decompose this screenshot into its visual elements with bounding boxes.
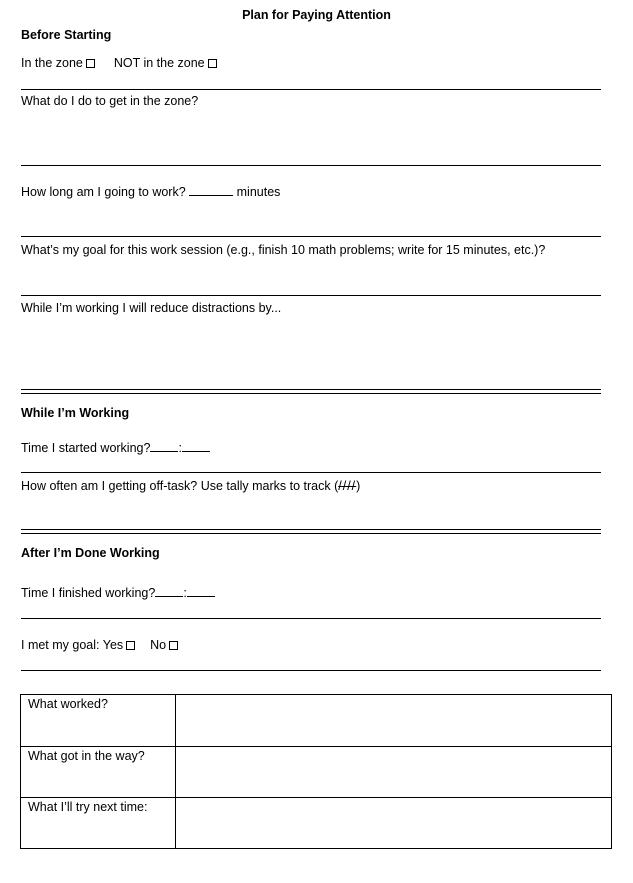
question-off-task: How often am I getting off-task? Use tally marks to track ( [21, 479, 339, 493]
no-checkbox[interactable] [169, 641, 178, 650]
divider [21, 165, 601, 166]
divider [21, 670, 601, 671]
tally-example: //// [338, 479, 357, 493]
section-divider [21, 529, 601, 534]
question-goal: What’s my goal for this work session (e.g., finish 10 math problems; write for 15 minutes, etc.)? [21, 243, 546, 257]
start-minute-blank[interactable] [182, 440, 210, 452]
divider [21, 89, 601, 90]
page-title: Plan for Paying Attention [242, 8, 391, 22]
off-task-row [21, 479, 360, 493]
question-distractions: While I’m working I will reduce distractions by... [21, 301, 282, 315]
yes-label: Yes [102, 638, 124, 652]
question-time-finished: Time I finished working? [21, 586, 156, 600]
section-heading-after: After I’m Done Working [21, 546, 160, 560]
question-get-in-zone: What do I do to get in the zone? [21, 94, 199, 108]
reflection-question: What worked? [21, 695, 176, 747]
divider [21, 295, 601, 296]
met-goal-row [21, 638, 178, 652]
in-zone-checkbox[interactable] [86, 59, 95, 68]
section-heading-while: While I’m Working [21, 406, 130, 420]
finish-hour-blank[interactable] [155, 585, 183, 597]
section-divider [21, 389, 601, 394]
start-hour-blank[interactable] [150, 440, 178, 452]
met-goal-label: I met my goal: [21, 638, 100, 652]
divider [21, 618, 601, 619]
time-started-row [21, 440, 210, 455]
reflection-table [20, 694, 612, 849]
not-in-zone-checkbox[interactable] [208, 59, 217, 68]
off-task-close: ) [356, 479, 361, 493]
minutes-blank[interactable] [189, 184, 233, 196]
reflection-question: What I’ll try next time: [21, 798, 176, 849]
reflection-answer-cell[interactable] [176, 747, 612, 798]
time-finished-row [21, 585, 215, 600]
divider [21, 472, 601, 473]
section-heading-before: Before Starting [21, 28, 112, 42]
table-row [21, 798, 612, 849]
not-in-zone-label: NOT in the zone [113, 56, 205, 70]
reflection-answer-cell[interactable] [176, 695, 612, 747]
table-row [21, 747, 612, 798]
in-zone-label: In the zone [21, 56, 83, 70]
time-separator: : [178, 441, 182, 455]
zone-row [21, 56, 217, 70]
time-separator: : [183, 586, 187, 600]
how-long-row [21, 184, 280, 199]
yes-checkbox[interactable] [126, 641, 135, 650]
no-label: No [150, 638, 167, 652]
reflection-answer-cell[interactable] [176, 798, 612, 849]
finish-minute-blank[interactable] [187, 585, 215, 597]
minutes-label: minutes [236, 185, 281, 199]
divider [21, 236, 601, 237]
table-row [21, 695, 612, 747]
question-time-started: Time I started working? [21, 441, 151, 455]
reflection-question: What got in the way? [21, 747, 176, 798]
question-how-long: How long am I going to work? [21, 185, 186, 199]
